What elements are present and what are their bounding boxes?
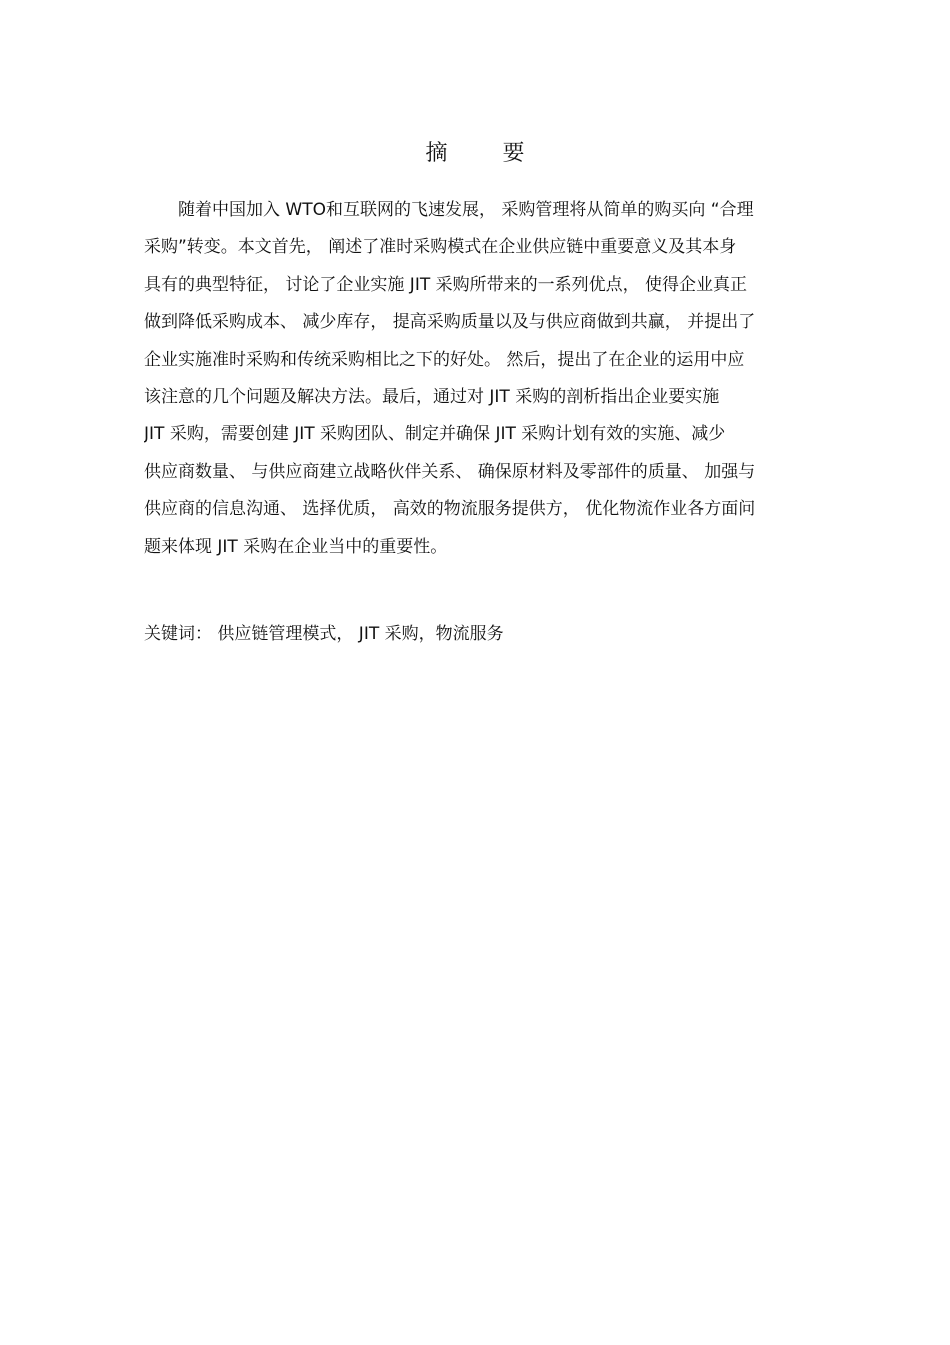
abstract-line: 企业实施准时采购和传统采购相比之下的好处。 然后，提出了在企业的运用中应: [144, 349, 745, 370]
abstract-line: 具有的典型特征， 讨论了企业实施 JIT 采购所带来的一系列优点， 使得企业真正: [144, 274, 748, 295]
abstract-line: 供应商数量、 与供应商建立战略伙伴关系、 确保原材料及零部件的质量、 加强与: [144, 461, 756, 482]
abstract-line: 供应商的信息沟通、 选择优质， 高效的物流服务提供方， 优化物流作业各方面问: [144, 499, 756, 520]
abstract-title: 摘 要: [425, 141, 549, 166]
abstract-line: 该注意的几个问题及解决方法。最后，通过对 JIT 采购的剖析指出企业要实施: [144, 386, 720, 407]
abstract-line: 随着中国加入 WTO和互联网的飞速发展， 采购管理将从简单的购买向 “合理: [144, 200, 754, 220]
abstract-line: 采购”转变。本文首先， 阐述了准时采购模式在企业供应链中重要意义及其本身: [144, 237, 737, 258]
abstract-line: JIT 采购，需要创建 JIT 采购团队、制定并确保 JIT 采购计划有效的实施、减少: [144, 424, 726, 445]
abstract-body: [144, 196, 804, 570]
abstract-line: 题来体现 JIT 采购在企业当中的重要性。: [144, 536, 448, 557]
abstract-line: 做到降低采购成本、 减少库存， 提高采购质量以及与供应商做到共赢， 并提出了: [144, 312, 756, 333]
keywords-line: 关键词： 供应链管理模式， JIT 采购，物流服务: [144, 624, 504, 644]
